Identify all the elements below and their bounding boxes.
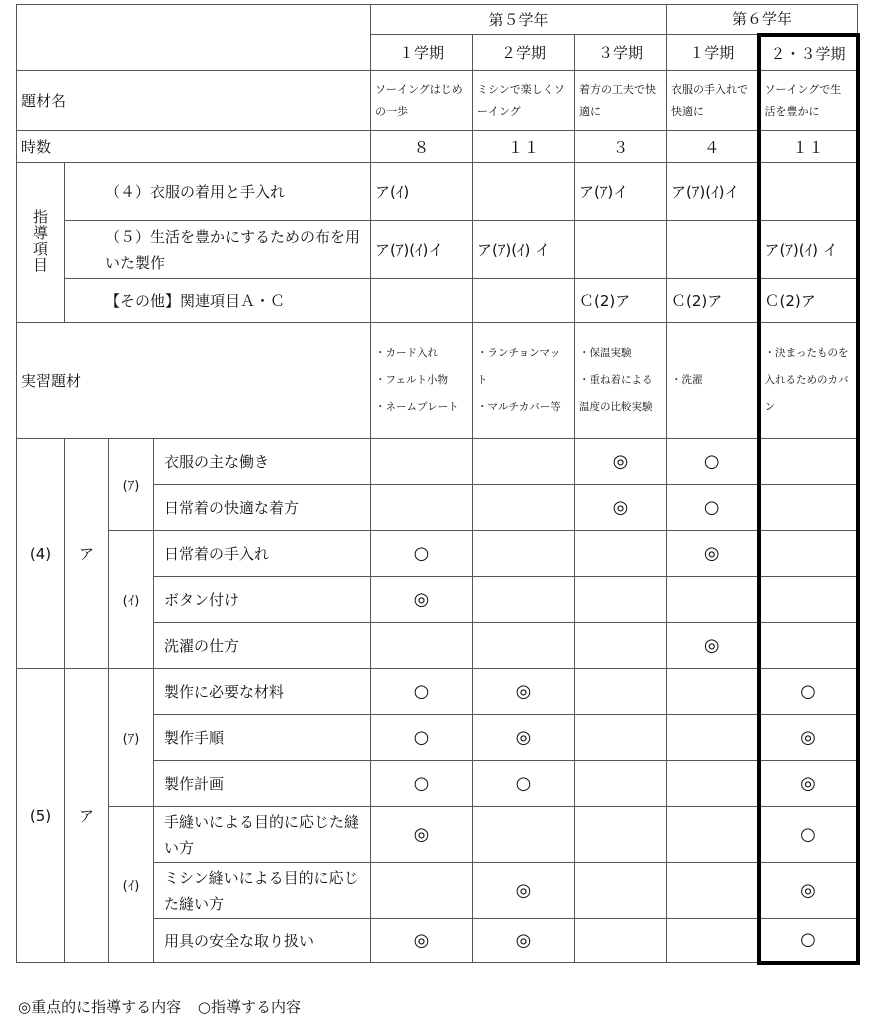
guidance-row xyxy=(17,163,858,221)
guidance-cell: ア(ｱ)(ｲ)イ xyxy=(667,163,759,221)
content-label: 洗濯の仕方 xyxy=(154,623,371,669)
mark-cell xyxy=(473,531,575,577)
subject-cell: ソーイングで生活を豊かに xyxy=(759,71,858,131)
hours-label: 時数 xyxy=(17,131,371,163)
mark-cell xyxy=(759,623,858,669)
mark-cell xyxy=(371,623,473,669)
mark-cell: ○ xyxy=(473,761,575,807)
guidance-cell: ア(ｱ)(ｲ) イ xyxy=(473,221,575,279)
legend xyxy=(18,996,313,1017)
mark-cell: ◎ xyxy=(371,807,473,863)
subject-cell: ソーイングはじめの一歩 xyxy=(371,71,473,131)
subject-cell: ミシンで楽しくソーイング xyxy=(473,71,575,131)
practice-cell: ・洗濯 xyxy=(667,323,759,439)
mark-cell: ○ xyxy=(759,807,858,863)
term-header: ２学期 xyxy=(473,35,575,71)
mark-cell xyxy=(575,863,667,919)
mark-cell: ◎ xyxy=(667,623,759,669)
practice-cell: ・保温実験 ・重ね着による温度の比較実験 xyxy=(575,323,667,439)
hours-cell: ８ xyxy=(371,131,473,163)
hours-cell: １１ xyxy=(759,131,858,163)
practice-cell: ・決まったものを入れるためのカバン xyxy=(759,323,858,439)
mark-cell xyxy=(575,623,667,669)
mark-cell xyxy=(759,577,858,623)
hours-row xyxy=(17,131,858,163)
content-label: 日常着の快適な着方 xyxy=(154,485,371,531)
mark-cell: ◎ xyxy=(473,715,575,761)
guidance-label: （５）生活を豊かにするための布を用いた製作 xyxy=(65,221,371,279)
mark-cell xyxy=(575,531,667,577)
section-number: (5) xyxy=(17,669,65,963)
mark-cell: ○ xyxy=(759,919,858,963)
guidance-cell: ア(ｱ)イ xyxy=(575,163,667,221)
guidance-cell: Ｃ(2)ア xyxy=(667,279,759,323)
hours-cell: ４ xyxy=(667,131,759,163)
section-item: ア xyxy=(65,439,109,669)
content-row xyxy=(17,669,858,715)
curriculum-table xyxy=(16,4,860,965)
guidance-cell: ア(ｱ)(ｲ) イ xyxy=(759,221,858,279)
mark-cell: ○ xyxy=(759,669,858,715)
practice-label: 実習題材 xyxy=(17,323,371,439)
mark-cell: ◎ xyxy=(473,669,575,715)
mark-cell xyxy=(473,485,575,531)
content-label: 製作計画 xyxy=(154,761,371,807)
legend-main: ◎重点的に指導する内容 xyxy=(18,998,182,1016)
sub-item: (ｱ) xyxy=(109,669,154,807)
guidance-group-label xyxy=(17,163,65,323)
guidance-group-text: 指導項目 xyxy=(31,208,49,273)
mark-cell: ◎ xyxy=(371,577,473,623)
guidance-cell xyxy=(575,221,667,279)
practice-cell: ・カード入れ ・フェルト小物 ・ネームプレート xyxy=(371,323,473,439)
mark-cell: ○ xyxy=(667,439,759,485)
mark-cell xyxy=(371,863,473,919)
guidance-cell: ア(ｱ)(ｲ)イ xyxy=(371,221,473,279)
content-label: ボタン付け xyxy=(154,577,371,623)
guidance-label: （４）衣服の着用と手入れ xyxy=(65,163,371,221)
mark-cell xyxy=(575,919,667,963)
guidance-cell: Ｃ(2)ア xyxy=(759,279,858,323)
subject-cell: 着方の工夫で快適に xyxy=(575,71,667,131)
mark-cell: ○ xyxy=(371,761,473,807)
practice-cell: ・ランチョンマット ・マルチカバー等 xyxy=(473,323,575,439)
mark-cell: ◎ xyxy=(473,919,575,963)
guidance-cell xyxy=(473,163,575,221)
mark-cell xyxy=(575,761,667,807)
mark-cell: ◎ xyxy=(473,863,575,919)
content-label: 衣服の主な働き xyxy=(154,439,371,485)
guidance-cell: Ｃ(2)ア xyxy=(575,279,667,323)
mark-cell xyxy=(667,807,759,863)
corner-cell xyxy=(17,5,371,71)
mark-cell: ◎ xyxy=(759,715,858,761)
guidance-label: 【その他】関連項目Ａ・Ｃ xyxy=(65,279,371,323)
legend-sub: ○指導する内容 xyxy=(197,998,301,1016)
mark-cell xyxy=(759,485,858,531)
mark-cell xyxy=(759,531,858,577)
term-header-highlight: ２・３学期 xyxy=(759,35,858,71)
mark-cell xyxy=(667,715,759,761)
content-row xyxy=(17,807,858,863)
guidance-cell xyxy=(667,221,759,279)
subject-label: 題材名 xyxy=(17,71,371,131)
guidance-row xyxy=(17,279,858,323)
content-label: 製作に必要な材料 xyxy=(154,669,371,715)
term-header: １学期 xyxy=(667,35,759,71)
mark-cell xyxy=(473,623,575,669)
mark-cell: ◎ xyxy=(759,863,858,919)
subject-row xyxy=(17,71,858,131)
content-label: 製作手順 xyxy=(154,715,371,761)
content-label: 日常着の手入れ xyxy=(154,531,371,577)
sub-item: (ｲ) xyxy=(109,807,154,963)
guidance-cell xyxy=(759,163,858,221)
mark-cell xyxy=(759,439,858,485)
mark-cell: ◎ xyxy=(575,485,667,531)
section-number: (4) xyxy=(17,439,65,669)
sub-item: (ｱ) xyxy=(109,439,154,531)
grade6-header: 第６学年 xyxy=(667,5,858,35)
sub-item: (ｲ) xyxy=(109,531,154,669)
mark-cell: ◎ xyxy=(575,439,667,485)
mark-cell xyxy=(371,485,473,531)
mark-cell xyxy=(667,919,759,963)
mark-cell xyxy=(667,577,759,623)
practice-row xyxy=(17,323,858,439)
mark-cell xyxy=(575,669,667,715)
mark-cell xyxy=(575,715,667,761)
subject-cell: 衣服の手入れで快適に xyxy=(667,71,759,131)
mark-cell: ○ xyxy=(371,715,473,761)
grade-header-row xyxy=(17,5,858,35)
mark-cell: ○ xyxy=(667,485,759,531)
mark-cell: ◎ xyxy=(371,919,473,963)
term-header: １学期 xyxy=(371,35,473,71)
mark-cell: ◎ xyxy=(667,531,759,577)
hours-cell: １１ xyxy=(473,131,575,163)
content-row xyxy=(17,439,858,485)
mark-cell xyxy=(667,863,759,919)
mark-cell xyxy=(575,577,667,623)
mark-cell xyxy=(667,761,759,807)
mark-cell xyxy=(473,577,575,623)
mark-cell xyxy=(473,439,575,485)
guidance-row xyxy=(17,221,858,279)
hours-cell: ３ xyxy=(575,131,667,163)
grade5-header: 第５学年 xyxy=(371,5,667,35)
content-label: ミシン縫いによる目的に応じた縫い方 xyxy=(154,863,371,919)
mark-cell xyxy=(473,807,575,863)
section-item: ア xyxy=(65,669,109,963)
mark-cell xyxy=(667,669,759,715)
content-label: 手縫いによる目的に応じた縫い方 xyxy=(154,807,371,863)
mark-cell xyxy=(575,807,667,863)
guidance-cell xyxy=(473,279,575,323)
guidance-cell: ア(ｲ) xyxy=(371,163,473,221)
mark-cell: ○ xyxy=(371,669,473,715)
mark-cell: ◎ xyxy=(759,761,858,807)
term-header: ３学期 xyxy=(575,35,667,71)
content-label: 用具の安全な取り扱い xyxy=(154,919,371,963)
guidance-cell xyxy=(371,279,473,323)
mark-cell: ○ xyxy=(371,531,473,577)
content-row xyxy=(17,531,858,577)
mark-cell xyxy=(371,439,473,485)
